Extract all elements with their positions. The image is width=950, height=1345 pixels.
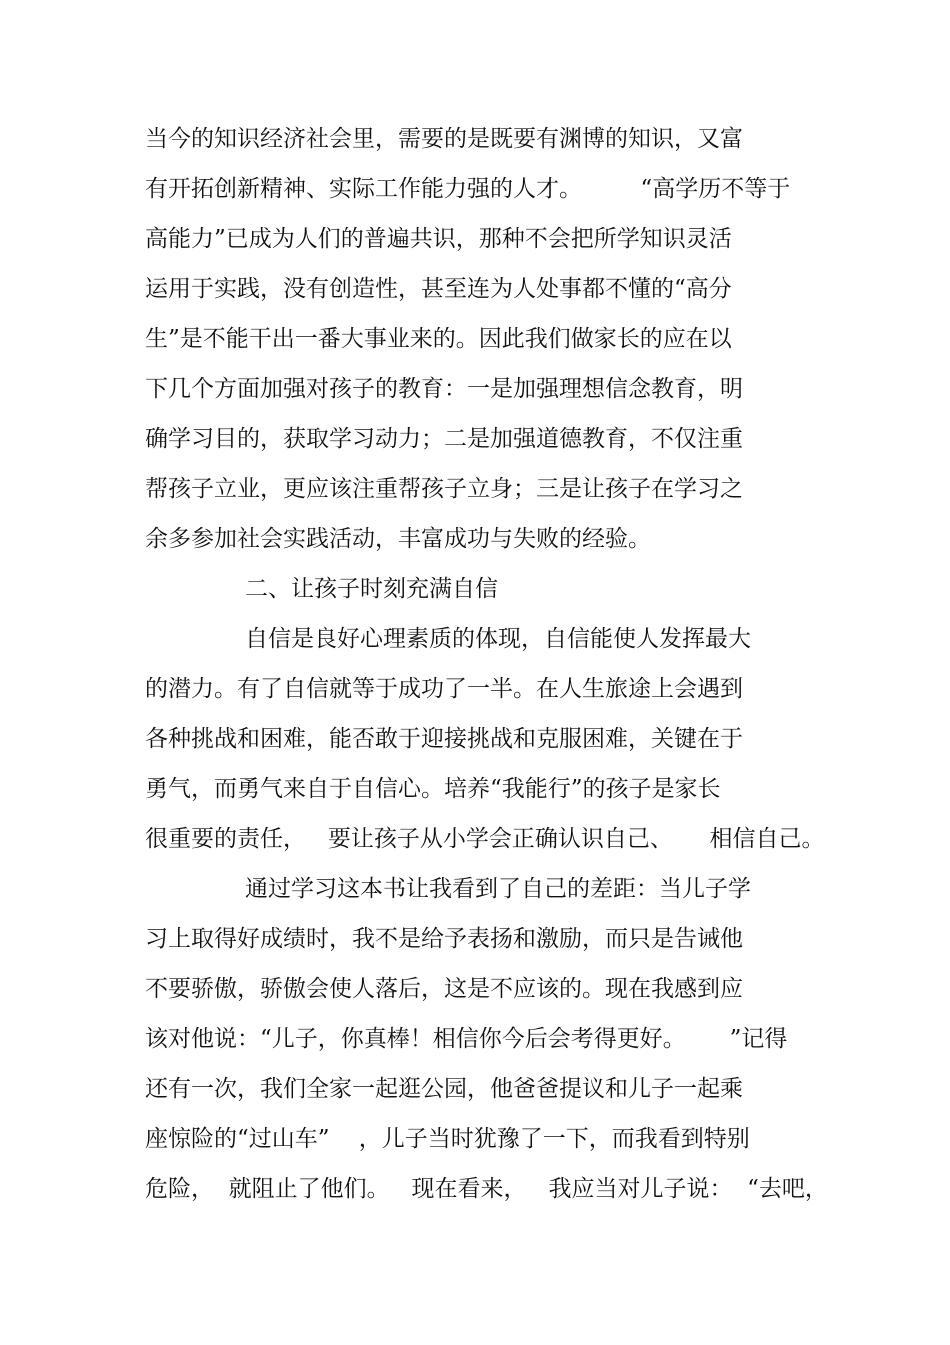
text-line: 确学习目的，获取学习动力；二是加强道德教育，不仅注重 (145, 426, 743, 452)
text-line: 危险， 就阻止了他们。 现在看来， 我应当对儿子说： “去吧， (145, 1176, 828, 1202)
text-line: 帮孩子立业，更应该注重帮孩子立身；三是让孩子在学习之 (145, 476, 743, 502)
text-line: 习上取得好成绩时，我不是给予表扬和激励，而只是告诫他 (145, 926, 743, 952)
text-line: 勇气，而勇气来自于自信心。培养“我能行”的孩子是家长 (145, 776, 721, 802)
text-line: 当今的知识经济社会里，需要的是既要有渊博的知识，又富 (145, 126, 743, 152)
text-line: 有开拓创新精神、实际工作能力强的人才。 “高学历不等于 (145, 176, 791, 202)
text-line: 自信是良好心理素质的体现，自信能使人发挥最大 (245, 626, 751, 652)
text-line: 不要骄傲，骄傲会使人落后，这是不应该的。现在我感到应 (145, 976, 743, 1002)
text-line: 余多参加社会实践活动，丰富成功与失败的经验。 (145, 526, 651, 552)
text-line: 还有一次，我们全家一起逛公园，他爸爸提议和儿子一起乘 (145, 1076, 743, 1102)
text-line: 生”是不能干出一番大事业来的。因此我们做家长的应在以 (145, 326, 732, 352)
text-line: 高能力”已成为人们的普遍共识，那种不会把所学知识灵活 (145, 226, 732, 252)
text-line: 很重要的责任， 要让孩子从小学会正确认识自己、 相信自己。 (145, 826, 825, 852)
text-line: 下几个方面加强对孩子的教育：一是加强理想信念教育，明 (145, 376, 743, 402)
text-line: 该对他说：“儿子，你真棒！相信你今后会考得更好。 ”记得 (145, 1026, 788, 1052)
text-line: 通过学习这本书让我看到了自己的差距：当儿子学 (245, 876, 751, 902)
text-line: 各种挑战和困难，能否敢于迎接挑战和克服困难，关键在于 (145, 726, 743, 752)
section-heading: 二、让孩子时刻充满自信 (245, 576, 498, 602)
text-line: 的潜力。有了自信就等于成功了一半。在人生旅途上会遇到 (145, 676, 743, 702)
text-line: 座惊险的“过山车” ，儿子当时犹豫了一下，而我看到特别 (145, 1126, 750, 1152)
text-line: 运用于实践，没有创造性，甚至连为人处事都不懂的“高分 (145, 276, 732, 302)
